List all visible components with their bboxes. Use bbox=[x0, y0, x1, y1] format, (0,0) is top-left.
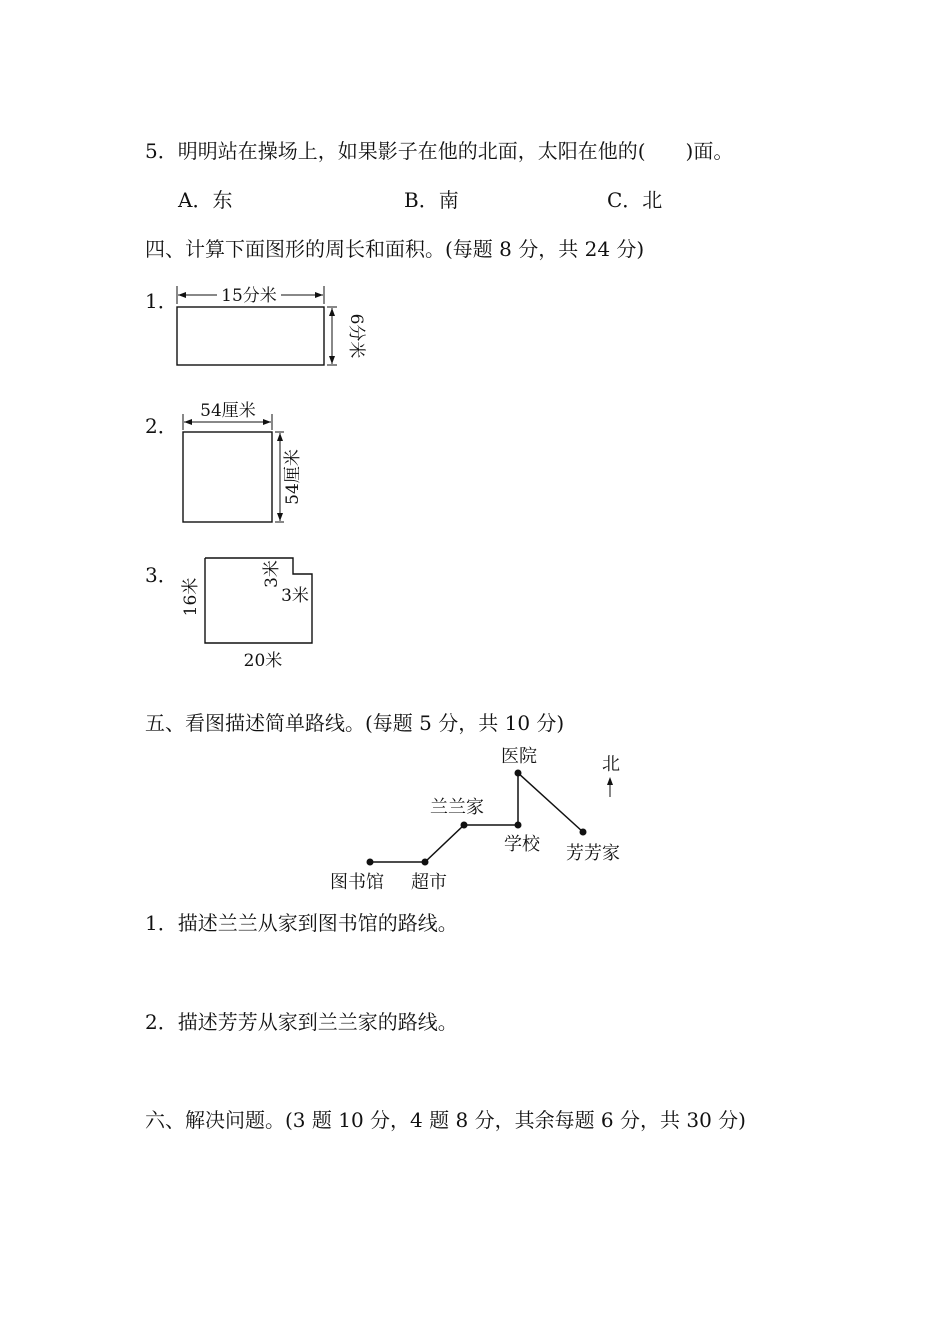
notch-height-label: 3米 bbox=[262, 560, 282, 588]
notched-shape-figure bbox=[175, 550, 335, 675]
rectangle-figure bbox=[165, 280, 365, 380]
hospital-label: 医院 bbox=[501, 746, 537, 767]
notch-width-label: 3米 bbox=[281, 586, 309, 606]
fangfang-home-point bbox=[580, 829, 587, 836]
rect-height-label: 6分米 bbox=[346, 313, 366, 359]
fangfang-home-label: 芳芳家 bbox=[566, 843, 620, 864]
school-label: 学校 bbox=[504, 834, 540, 855]
section-5-question-2: 2．描述芳芳从家到兰兰家的路线。 bbox=[145, 1010, 458, 1034]
square-figure bbox=[170, 398, 320, 533]
library-point bbox=[367, 859, 374, 866]
section-5-title: 五、看图描述简单路线。(每题 5 分，共 10 分) bbox=[145, 711, 565, 735]
route-map bbox=[320, 740, 640, 900]
question-5-text: 5．明明站在操场上，如果影子在他的北面，太阳在他的( )面。 bbox=[145, 139, 734, 163]
section-4-title: 四、计算下面图形的周长和面积。(每题 8 分，共 24 分) bbox=[145, 237, 645, 261]
rect-width-label: 15分米 bbox=[221, 286, 277, 306]
square-height-label: 54厘米 bbox=[283, 449, 303, 505]
section-5-question-1: 1．描述兰兰从家到图书馆的路线。 bbox=[145, 911, 458, 935]
square-width-label: 54厘米 bbox=[200, 401, 256, 421]
option-c: C．北 bbox=[607, 188, 663, 212]
option-b: B．南 bbox=[404, 188, 459, 212]
north-arrow-icon bbox=[607, 777, 613, 785]
item-2-number: 2． bbox=[145, 414, 178, 438]
north-label: 北 bbox=[602, 754, 620, 775]
supermarket-point bbox=[422, 859, 429, 866]
item-3-number: 3． bbox=[145, 563, 178, 587]
hospital-point bbox=[515, 770, 522, 777]
supermarket-label: 超市 bbox=[411, 872, 447, 893]
item-1-number: 1． bbox=[145, 289, 178, 313]
lanlan-home-label: 兰兰家 bbox=[430, 797, 484, 818]
lanlan-home-point bbox=[461, 822, 468, 829]
shape-bottom-label: 20米 bbox=[243, 651, 283, 671]
option-a: A．东 bbox=[178, 188, 233, 212]
library-label: 图书馆 bbox=[330, 872, 384, 893]
section-6-title: 六、解决问题。(3 题 10 分，4 题 8 分，其余每题 6 分，共 30 分) bbox=[145, 1108, 746, 1132]
shape-left-label: 16米 bbox=[181, 577, 201, 617]
school-point bbox=[515, 822, 522, 829]
